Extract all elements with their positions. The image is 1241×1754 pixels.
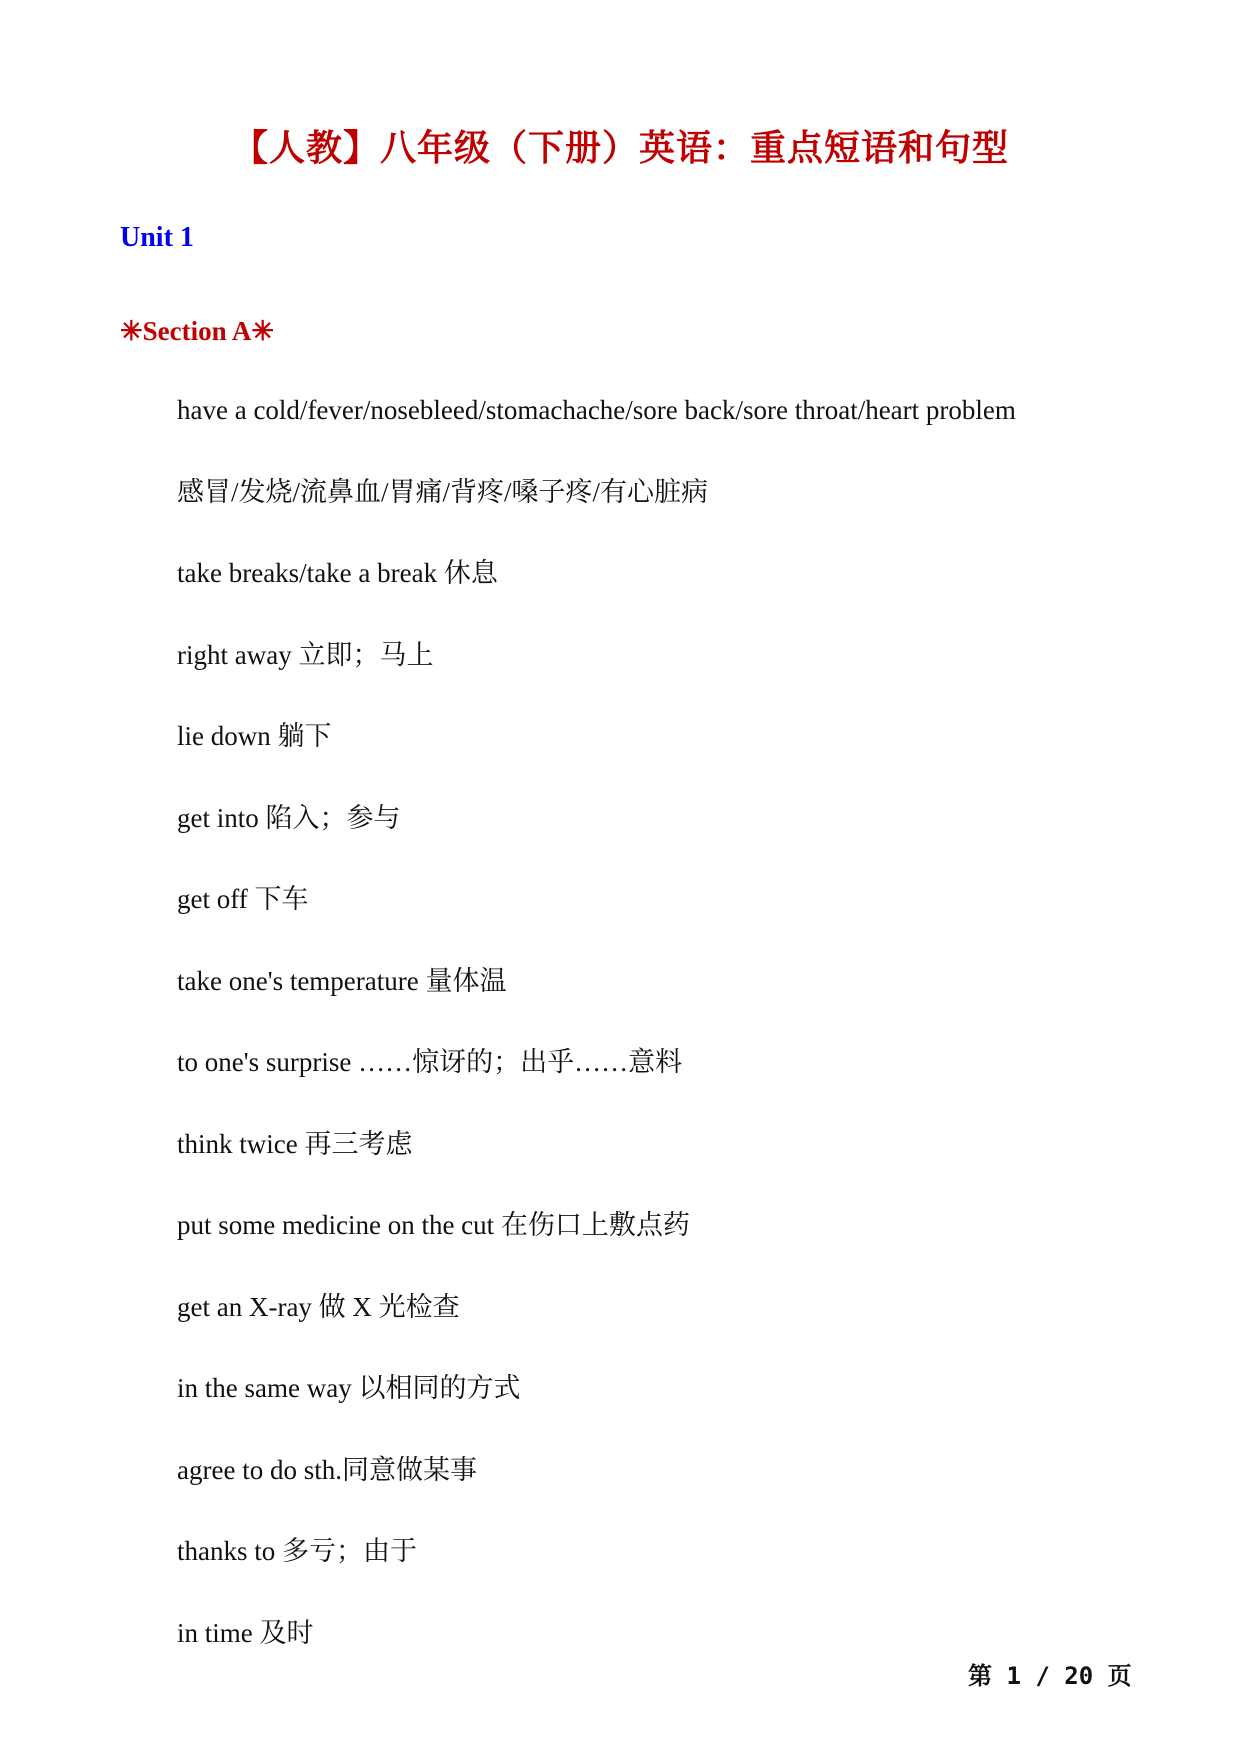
page-number: 第 1 / 20 页 bbox=[968, 1662, 1132, 1690]
phrase-item: get into 陷入；参与 bbox=[177, 802, 401, 833]
phrase-item: think twice 再三考虑 bbox=[177, 1128, 413, 1159]
unit-heading: Unit 1 bbox=[120, 222, 194, 253]
phrase-item: take one's temperature 量体温 bbox=[177, 965, 507, 996]
section-heading: ✳Section A✳ bbox=[120, 316, 274, 346]
phrase-item: in the same way 以相同的方式 bbox=[177, 1373, 521, 1403]
phrase-item: get off 下车 bbox=[177, 884, 309, 914]
phrase-item: agree to do sth.同意做某事 bbox=[177, 1454, 477, 1485]
phrase-list bbox=[177, 390, 1016, 1694]
phrase-item: to one's surprise ……惊讶的；出乎……意料 bbox=[177, 1047, 683, 1077]
phrase-item: put some medicine on the cut 在伤口上敷点药 bbox=[177, 1210, 690, 1240]
phrase-item: get an X-ray 做 X 光检查 bbox=[177, 1291, 460, 1322]
phrase-item: lie down 躺下 bbox=[177, 721, 332, 751]
phrase-item: right away 立即；马上 bbox=[177, 639, 434, 670]
document-title: 【人教】八年级（下册）英语：重点短语和句型 bbox=[231, 127, 1009, 169]
phrase-item: take breaks/take a break 休息 bbox=[177, 558, 498, 588]
phrase-item: 感冒/发烧/流鼻血/胃痛/背疼/嗓子疼/有心脏病 bbox=[177, 476, 709, 507]
phrase-item: in time 及时 bbox=[177, 1617, 314, 1648]
phrase-item: have a cold/fever/nosebleed/stomachache/sore back/sore throat/heart problem bbox=[177, 395, 1016, 425]
phrase-item: thanks to 多亏；由于 bbox=[177, 1536, 417, 1566]
